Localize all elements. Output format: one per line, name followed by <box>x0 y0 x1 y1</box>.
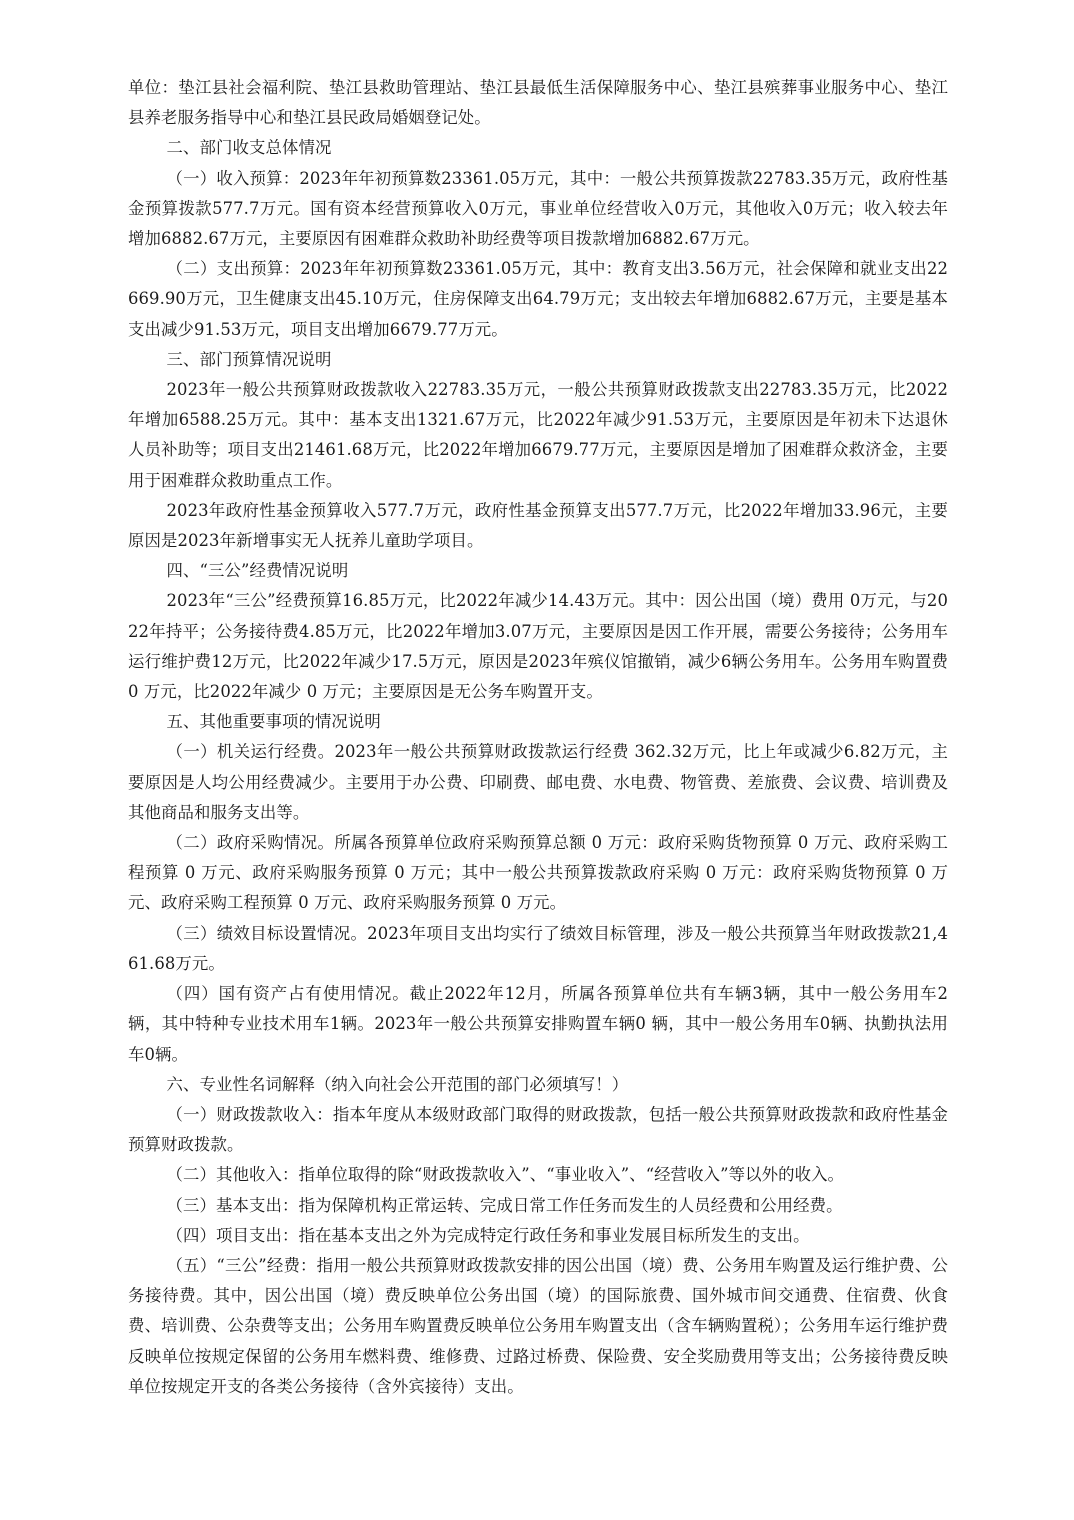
section-heading-6: 六、专业性名词解释（纳入向社会公开范围的部门必须填写！） <box>166 1074 629 1094</box>
paragraph-procurement: （二）政府采购情况。所属各预算单位政府采购预算总额 0 万元：政府采购货物预算 0 万元、政府采购工程预算 0 万元、政府采购服务预算 0 万元；其中一般公共预算拨款政府采购 0 万元：政府采购货物预算 0 万元、政府采购工程预算 0 万元、政府采购服务预算 0 万元。 <box>128 833 948 913</box>
section-heading-2: 二、部门收支总体情况 <box>166 138 332 158</box>
paragraph-fund-budget: 2023年政府性基金预算收入577.7万元，政府性基金预算支出577.7万元，比2022年增加33.96元，主要原因是2023年新增事实无人抚养儿童助学项目。 <box>128 500 948 551</box>
section-heading-5: 五、其他重要事项的情况说明 <box>166 712 381 732</box>
paragraph-units: 单位：垫江县社会福利院、垫江县救助管理站、垫江县最低生活保障服务中心、垫江县殡葬事业服务中心、垫江县养老服务指导中心和垫江县民政局婚姻登记处。 <box>128 78 948 128</box>
paragraph-expense-budget: （二）支出预算：2023年年初预算数23361.05万元，其中：教育支出3.56万元，社会保障和就业支出22669.90万元，卫生健康支出45.10万元，住房保障支出64.79万元；支出较去年增加6882.67万元，主要是基本支出减少91.53万元，项目支出增加6679.77万元。 <box>128 259 948 339</box>
section-heading-3: 三、部门预算情况说明 <box>166 349 332 369</box>
paragraph-three-public: 2023年“三公”经费预算16.85万元，比2022年减少14.43万元。其中：因公出国（境）费用 0万元，与2022年持平；公务接待费4.85万元，比2022年增加3.07万元，主要原因是因工作开展，需要公务接待；公务用车运行维护费12万元，比2022年减少17.5万元，原因是2023年殡仪馆撤销，减少6辆公务用车。公务用车购置费 0 万元，比2022年减少 0 万元；主要原因是无公务车购置开支。 <box>128 591 948 702</box>
document-page <box>128 73 948 1402</box>
paragraph-operating-costs: （一）机关运行经费。2023年一般公共预算财政拨款运行经费 362.32万元，比上年或减少6.82万元，主要原因是人均公用经费减少。主要用于办公费、印刷费、邮电费、水电费、物管费、差旅费、会议费、培训费及其他商品和服务支出等。 <box>128 742 948 822</box>
paragraph-term-three-public: （五）“三公”经费：指用一般公共预算财政拨款安排的因公出国（境）费、公务用车购置及运行维护费、公务接待费。其中，因公出国（境）费反映单位公务出国（境）的国际旅费、国外城市间交通费、住宿费、伙食费、培训费、公杂费等支出；公务用车购置费反映单位公务用车购置支出（含车辆购置税）；公务用车运行维护费反映单位按规定保留的公务用车燃料费、维修费、过路过桥费、保险费、安全奖励费用等支出；公务接待费反映单位按规定开支的各类公务接待（含外宾接待）支出。 <box>128 1255 948 1396</box>
paragraph-income-budget: （一）收入预算：2023年年初预算数23361.05万元，其中：一般公共预算拨款22783.35万元，政府性基金预算拨款577.7万元。国有资本经营预算收入0万元，事业单位经营收入0万元，其他收入0万元；收入较去年增加6882.67万元，主要原因有困难群众救助补助经费等项目拨款增加6882.67万元。 <box>128 168 948 249</box>
paragraph-term-other-income: （二）其他收入：指单位取得的除“财政拨款收入”、“事业收入”、“经营收入”等以外的收入。 <box>166 1165 845 1185</box>
paragraph-general-budget: 2023年一般公共预算财政拨款收入22783.35万元，一般公共预算财政拨款支出22783.35万元，比2022年增加6588.25万元。其中：基本支出1321.67万元，比2022年减少91.53万元，主要原因是年初未下达退休人员补助等；项目支出21461.68万元，比2022年增加6679.77万元，主要原因是增加了困难群众救济金，主要用于困难群众救助重点工作。 <box>128 380 948 490</box>
paragraph-performance: （三）绩效目标设置情况。2023年项目支出均实行了绩效目标管理，涉及一般公共预算当年财政拨款21,461.68万元。 <box>128 923 948 973</box>
section-heading-4: 四、“三公”经费情况说明 <box>166 561 349 581</box>
paragraph-term-fiscal-income: （一）财政拨款收入：指本年度从本级财政部门取得的财政拨款，包括一般公共预算财政拨款和政府性基金预算财政拨款。 <box>128 1104 948 1155</box>
paragraph-term-basic-expense: （三）基本支出：指为保障机构正常运转、完成日常工作任务而发生的人员经费和公用经费。 <box>166 1195 843 1215</box>
paragraph-term-project-expense: （四）项目支出：指在基本支出之外为完成特定行政任务和事业发展目标所发生的支出。 <box>166 1225 810 1245</box>
paragraph-assets: （四）国有资产占有使用情况。截止2022年12月，所属各预算单位共有车辆3辆，其中一般公务用车2 辆，其中特种专业技术用车1辆。2023年一般公共预算安排购置车辆0 辆，其中一般公务用车0辆、执勤执法用车0辆。 <box>128 984 948 1064</box>
